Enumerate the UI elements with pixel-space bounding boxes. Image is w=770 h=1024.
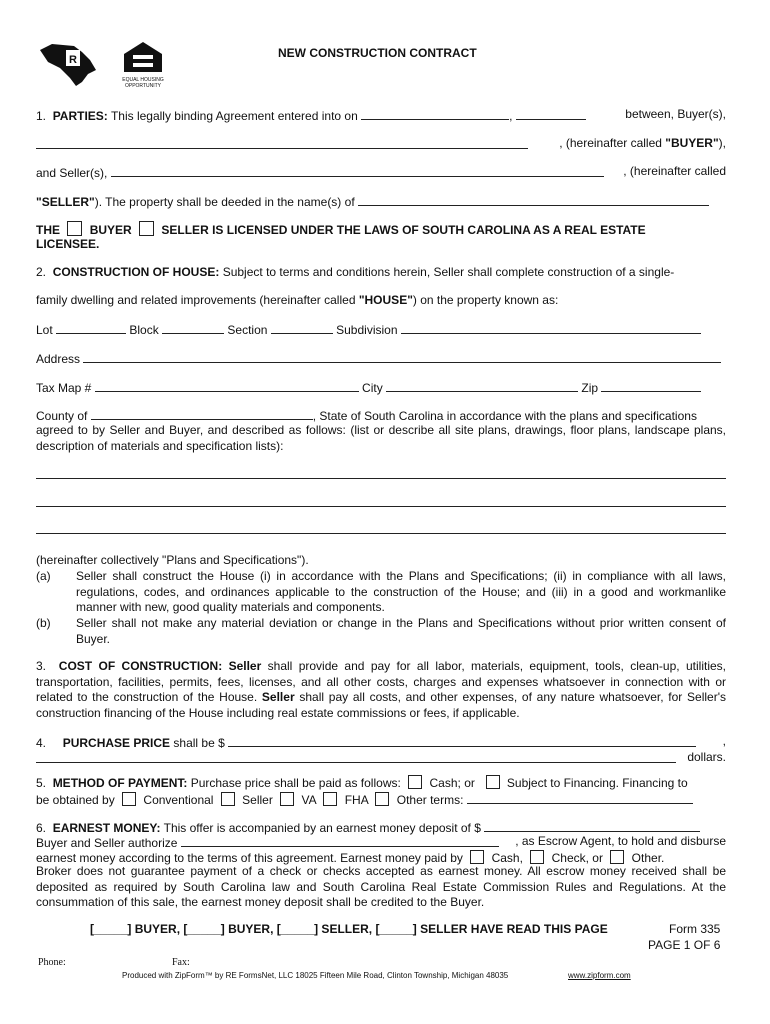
other-terms-field[interactable]	[467, 791, 693, 804]
license-line: THE BUYER SELLER IS LICENSED UNDER THE LAWS OF SOUTH CAROLINA AS A REAL ESTATE	[36, 223, 646, 237]
lot-field[interactable]	[56, 321, 126, 334]
s6-line3: earnest money according to the terms of this agreement. Earnest money paid by Cash, Check, or Other.	[36, 851, 665, 865]
seller-licensed-checkbox[interactable]	[139, 221, 154, 236]
eho-line2: OPPORTUNITY	[124, 83, 162, 89]
website-link[interactable]: www.zipform.com	[568, 971, 631, 980]
eho-line1: EQUAL HOUSING	[122, 77, 164, 83]
city-field[interactable]	[386, 379, 578, 392]
price-words-field[interactable]	[36, 750, 676, 763]
agreement-year-field[interactable]	[516, 107, 586, 120]
s4-line2: dollars.	[36, 750, 726, 766]
produced-by: Produced with ZipForm™ by RE FormsNet, LLC 18025 Fifteen Mile Road, Clinton Township, Michigan 48035	[122, 971, 509, 980]
page-title: NEW CONSTRUCTION CONTRACT	[278, 46, 477, 60]
county-row: County of , State of South Carolina in accordance with the plans and specifications	[36, 409, 697, 423]
cash-checkbox[interactable]	[408, 775, 422, 789]
subdivision-field[interactable]	[401, 321, 701, 334]
realtor-logo	[38, 40, 102, 88]
license-line2: LICENSEE.	[36, 237, 100, 251]
taxmap-row: Tax Map # City Zip	[36, 379, 726, 395]
plans-collectively: (hereinafter collectively "Plans and Specifications").	[36, 553, 309, 567]
taxmap-field[interactable]	[95, 379, 359, 392]
seller-financing-checkbox[interactable]	[221, 792, 235, 806]
financing-checkbox[interactable]	[486, 775, 500, 789]
county-field[interactable]	[91, 407, 313, 420]
block-field[interactable]	[162, 321, 224, 334]
page-number: PAGE 1 OF 6	[648, 938, 721, 952]
s1-line1: 1. PARTIES: This legally binding Agreement entered into on , between, Buyer(s),	[36, 107, 726, 123]
s6-line2: Buyer and Seller authorize , as Escrow Agent, to hold and disburse	[36, 834, 726, 850]
seller-name-field[interactable]	[111, 164, 604, 177]
s1-line3: and Seller(s), , (hereinafter called	[36, 164, 726, 180]
s3-text: 3. COST OF CONSTRUCTION: Seller shall provide and pay for all labor, materials, equipment, tools, clean-up, utilities, transportation, facilities, permits, fees, licenses, and all other costs, charges and expenses whatsoever in connection with or related to the construction of the House. Seller shall pay all costs, and other expenses, of any nature whatsoever, for Seller's construction financing of the House including real estate commissions or fees, if applicable.	[36, 659, 726, 720]
equal-housing-icon	[118, 40, 168, 92]
fha-checkbox[interactable]	[323, 792, 337, 806]
item-b: (b) Seller shall not make any material deviation or change in the Plans and Specifications without prior written consent of Buyer.	[36, 616, 726, 646]
earnest-other-checkbox[interactable]	[610, 850, 624, 864]
s6-rest: Broker does not guarantee payment of a check or checks accepted as earnest money. All escrow money received shall be deposited as required by South Carolina law and South Carolina Real Estate Commission Rules and Regulations. At the consummation of this sale, the earnest money deposit shall be credited to the Buyer.	[36, 864, 726, 909]
deed-names-field[interactable]	[358, 193, 709, 206]
escrow-agent-field[interactable]	[181, 834, 499, 847]
svg-text:R: R	[69, 54, 77, 66]
purchase-price-field[interactable]	[228, 734, 696, 747]
s1-line4: "SELLER"). The property shall be deeded in the name(s) of	[36, 193, 726, 209]
phone-label: Phone:	[38, 957, 66, 968]
earnest-cash-checkbox[interactable]	[470, 850, 484, 864]
plans-line-3[interactable]	[36, 533, 726, 534]
address-row: Address	[36, 350, 726, 366]
agreed-text: agreed to by Seller and Buyer, and described as follows: (list or describe all site plans, drawings, floor plans, landscape plans, description of materials and specification lists):	[36, 423, 726, 453]
conventional-checkbox[interactable]	[122, 792, 136, 806]
fax-label: Fax:	[172, 957, 190, 968]
s1-line2: , (hereinafter called "BUYER"),	[36, 136, 726, 152]
s2-line2: family dwelling and related improvements (hereinafter called "HOUSE") on the property known as:	[36, 293, 559, 307]
s6-line1: 6. EARNEST MONEY: This offer is accompanied by an earnest money deposit of $	[36, 819, 726, 835]
earnest-amount-field[interactable]	[484, 819, 700, 832]
s4-line1: 4. PURCHASE PRICE shall be $ ,	[36, 734, 726, 750]
item-a: (a) Seller shall construct the House (i) in accordance with the Plans and Specifications; (ii) in compliance with all laws, regulations, codes, and ordinances applicable to the construction of the House; and (iii) in a good and workmanlike manner with new, good quality materials and components.	[36, 569, 726, 614]
buyer-licensed-checkbox[interactable]	[67, 221, 82, 236]
s2-line1: 2. CONSTRUCTION OF HOUSE: Subject to terms and conditions herein, Seller shall complete construction of a single-	[36, 265, 675, 279]
zip-field[interactable]	[601, 379, 701, 392]
va-checkbox[interactable]	[280, 792, 294, 806]
initials-line[interactable]: [_____] BUYER, [_____] BUYER, [_____] SELLER, [_____] SELLER HAVE READ THIS PAGE	[90, 922, 608, 936]
form-number: Form 335	[669, 922, 721, 936]
s5-line2: be obtained by Conventional Seller VA FHA Other terms:	[36, 791, 726, 807]
section-field[interactable]	[271, 321, 333, 334]
s5-line1: 5. METHOD OF PAYMENT: Purchase price shall be paid as follows: Cash; or Subject to Financing. Financing to	[36, 776, 688, 790]
plans-line-1[interactable]	[36, 478, 726, 479]
earnest-check-checkbox[interactable]	[530, 850, 544, 864]
agreement-date-field[interactable]	[361, 107, 509, 120]
lot-block-row: Lot Block Section Subdivision	[36, 321, 726, 337]
other-terms-checkbox[interactable]	[375, 792, 389, 806]
buyer-name-field[interactable]	[36, 136, 528, 149]
plans-line-2[interactable]	[36, 506, 726, 507]
address-field[interactable]	[83, 350, 721, 363]
